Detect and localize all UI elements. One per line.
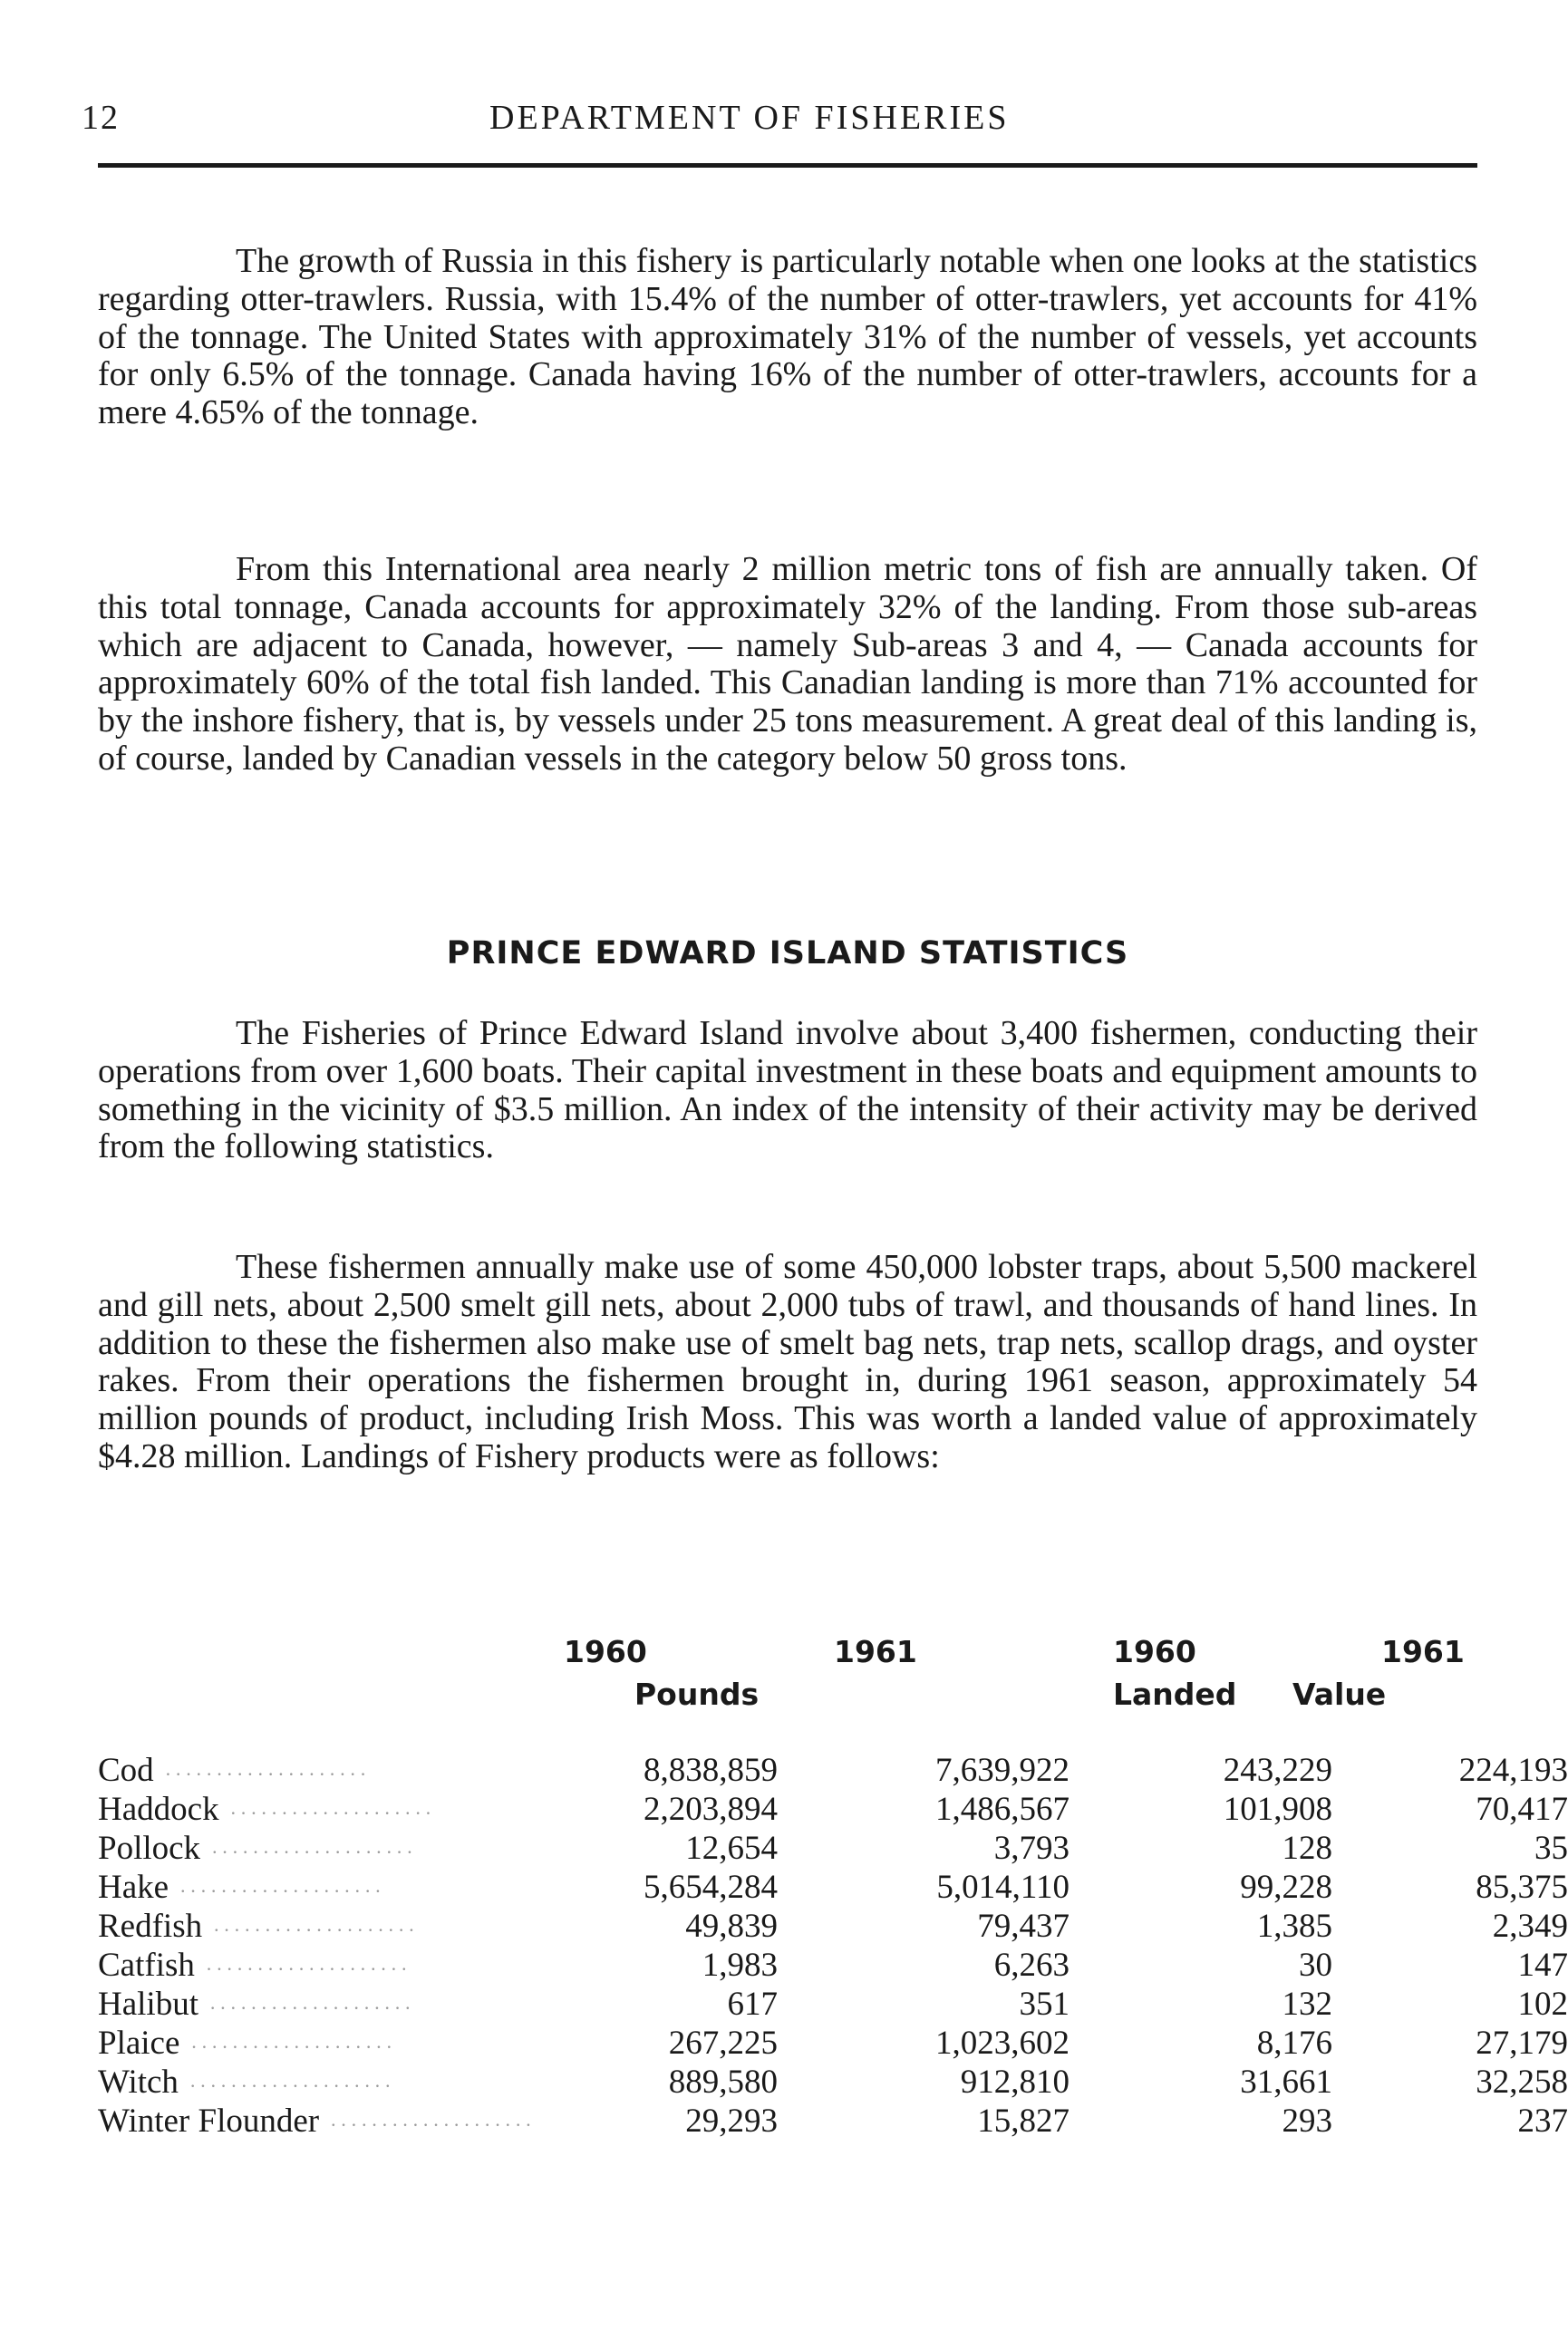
pounds-1960-cell: 12,654 — [685, 1830, 778, 1867]
species-name-cell — [98, 1946, 460, 1988]
leader-dots: ···················· — [179, 1880, 385, 1902]
table-row — [98, 2063, 1568, 2102]
value-1961-cell: 27,179 — [1476, 2025, 1568, 2062]
value-1960-cell: 132 — [1282, 1986, 1332, 2023]
value-1960-cell: 293 — [1282, 2103, 1332, 2140]
pounds-1960-cell: 5,654,284 — [644, 1869, 778, 1906]
value-1960-cell: 128 — [1282, 1830, 1332, 1867]
leader-dots: ···················· — [330, 2113, 536, 2136]
species-name-cell — [98, 1829, 460, 1871]
pounds-1961-cell: 1,486,567 — [935, 1791, 1070, 1828]
column-header-pounds-1961: 1961 — [834, 1634, 917, 1669]
pounds-1961-cell: 912,810 — [960, 2064, 1070, 2101]
paragraph-international-area: From this International area nearly 2 million metric tons of fish are annually taken. Of this total tonnage, Canada accounts for approximately 32% of the landing. From those sub-areas which are adjacent to Canada, however, — namely Sub-areas 3 and 4, — Canada accounts for approximately 60% of the total fish landed. This Canadian landing is more than 71% accounted for by the inshore fishery, that is, by vessels under 25 tons measurement. A great deal of this landing is, of course, landed by Canadian vessels in the category below 50 gross tons. — [98, 550, 1477, 778]
value-1961-cell: 237 — [1517, 2103, 1568, 2140]
pounds-1961-cell: 15,827 — [977, 2103, 1070, 2140]
table-row — [98, 1907, 1568, 1946]
pounds-1960-cell: 267,225 — [668, 2025, 778, 2062]
pounds-1961-cell: 351 — [1019, 1986, 1070, 2023]
species-name: Pollock — [98, 1830, 201, 1867]
page-number: 12 — [82, 99, 120, 137]
value-1961-cell: 2,349 — [1492, 1908, 1568, 1945]
value-1961-cell: 35 — [1534, 1830, 1568, 1867]
table-row — [98, 1868, 1568, 1907]
column-group-value: Value — [1292, 1677, 1387, 1712]
column-group-pounds: Pounds — [634, 1677, 760, 1712]
species-name-cell — [98, 2102, 536, 2144]
leader-dots: ···················· — [190, 2035, 396, 2058]
header-rule — [98, 163, 1477, 168]
paragraph-pei-equipment: These fishermen annually make use of some 450,000 lobster traps, about 5,500 mackerel and gill nets, about 2,500 smelt gill nets, about 2,000 tubs of trawl, and thousands of hand lines. In addition to these the fishermen also make use of smelt bag nets, trap nets, scallop drags, and oyster rakes. From their operations the fishermen brought in, during 1961 season, approximately 54 million pounds of product, including Irish Moss. This was worth a landed value of approximately $4.28 million. Landings of Fishery products were as follows: — [98, 1248, 1477, 1475]
table-row — [98, 2102, 1568, 2141]
species-name: Haddock — [98, 1791, 219, 1828]
pounds-1961-cell: 7,639,922 — [935, 1752, 1070, 1789]
value-1960-cell: 1,385 — [1256, 1908, 1332, 1945]
pounds-1961-cell: 6,263 — [993, 1947, 1070, 1984]
pounds-1961-cell: 79,437 — [977, 1908, 1070, 1945]
species-name-cell — [98, 2063, 460, 2105]
species-name: Redfish — [98, 1908, 203, 1945]
value-1960-cell: 8,176 — [1256, 2025, 1332, 2062]
pounds-1960-cell: 889,580 — [668, 2064, 778, 2101]
species-name-cell — [98, 2024, 460, 2066]
table-row — [98, 1829, 1568, 1868]
section-heading: PRINCE EDWARD ISLAND STATISTICS — [446, 935, 1129, 972]
value-1961-cell: 147 — [1517, 1947, 1568, 1984]
value-1960-cell: 101,908 — [1223, 1791, 1332, 1828]
value-1961-cell: 224,193 — [1458, 1752, 1568, 1789]
table-row — [98, 1946, 1568, 1985]
leader-dots: ···················· — [205, 1958, 411, 1980]
value-1961-cell: 85,375 — [1476, 1869, 1568, 1906]
paragraph-otter-trawlers: The growth of Russia in this fishery is particularly notable when one looks at the statistics regarding otter-trawlers. Russia, with 15.4% of the number of otter-trawlers, yet accounts for 41% of the tonnage. The United States with approximately 31% of the number of vessels, yet accounts for only 6.5% of the tonnage. Canada having 16% of the number of otter-trawlers, accounts for a mere 4.65% of the tonnage. — [98, 242, 1477, 432]
landings-table — [98, 1751, 1568, 2141]
pounds-1960-cell: 1,983 — [702, 1947, 778, 1984]
species-name-cell — [98, 1751, 460, 1793]
value-1960-cell: 31,661 — [1240, 2064, 1332, 2101]
value-1960-cell: 243,229 — [1223, 1752, 1332, 1789]
leader-dots: ···················· — [208, 1996, 415, 2019]
pounds-1960-cell: 8,838,859 — [644, 1752, 778, 1789]
species-name: Catfish — [98, 1947, 195, 1984]
table-row — [98, 1985, 1568, 2024]
leader-dots: ···················· — [213, 1919, 419, 1941]
species-name: Plaice — [98, 2025, 180, 2062]
value-1960-cell: 30 — [1299, 1947, 1332, 1984]
leader-dots: ···················· — [211, 1841, 417, 1863]
leader-dots: ···················· — [229, 1802, 436, 1824]
table-row — [98, 1790, 1568, 1829]
pounds-1961-cell: 5,014,110 — [936, 1869, 1070, 1906]
species-name-cell — [98, 1790, 460, 1832]
species-name: Winter Flounder — [98, 2103, 320, 2140]
pounds-1960-cell: 617 — [727, 1986, 778, 2023]
value-1960-cell: 99,228 — [1240, 1869, 1332, 1906]
column-group-landed: Landed — [1113, 1677, 1237, 1712]
pounds-1961-cell: 3,793 — [993, 1830, 1070, 1867]
species-name-cell — [98, 1985, 460, 2027]
table-row — [98, 1751, 1568, 1790]
value-1961-cell: 102 — [1517, 1986, 1568, 2023]
pounds-1961-cell: 1,023,602 — [935, 2025, 1070, 2062]
value-1961-cell: 32,258 — [1476, 2064, 1568, 2101]
value-1961-cell: 70,417 — [1476, 1791, 1568, 1828]
column-header-pounds-1960: 1960 — [564, 1634, 647, 1669]
table-row — [98, 2024, 1568, 2063]
column-header-value-1960: 1960 — [1113, 1634, 1196, 1669]
pounds-1960-cell: 49,839 — [685, 1908, 778, 1945]
species-name-cell — [98, 1868, 460, 1910]
species-name: Cod — [98, 1752, 154, 1789]
page-header — [82, 98, 1477, 152]
paragraph-pei-fisheries: The Fisheries of Prince Edward Island involve about 3,400 fishermen, conducting their operations from over 1,600 boats. Their capital investment in these boats and equipment amounts to something in the vicinity of $3.5 million. An index of the intensity of their activity may be derived from the following statistics. — [98, 1014, 1477, 1166]
leader-dots: ···················· — [189, 2074, 395, 2097]
column-header-value-1961: 1961 — [1381, 1634, 1465, 1669]
pounds-1960-cell: 2,203,894 — [644, 1791, 778, 1828]
species-name: Halibut — [98, 1986, 198, 2023]
species-name: Witch — [98, 2064, 179, 2101]
pounds-1960-cell: 29,293 — [685, 2103, 778, 2140]
species-name-cell — [98, 1907, 460, 1949]
running-head: DEPARTMENT OF FISHERIES — [489, 99, 1010, 137]
species-name: Hake — [98, 1869, 169, 1906]
leader-dots: ···················· — [164, 1763, 371, 1785]
